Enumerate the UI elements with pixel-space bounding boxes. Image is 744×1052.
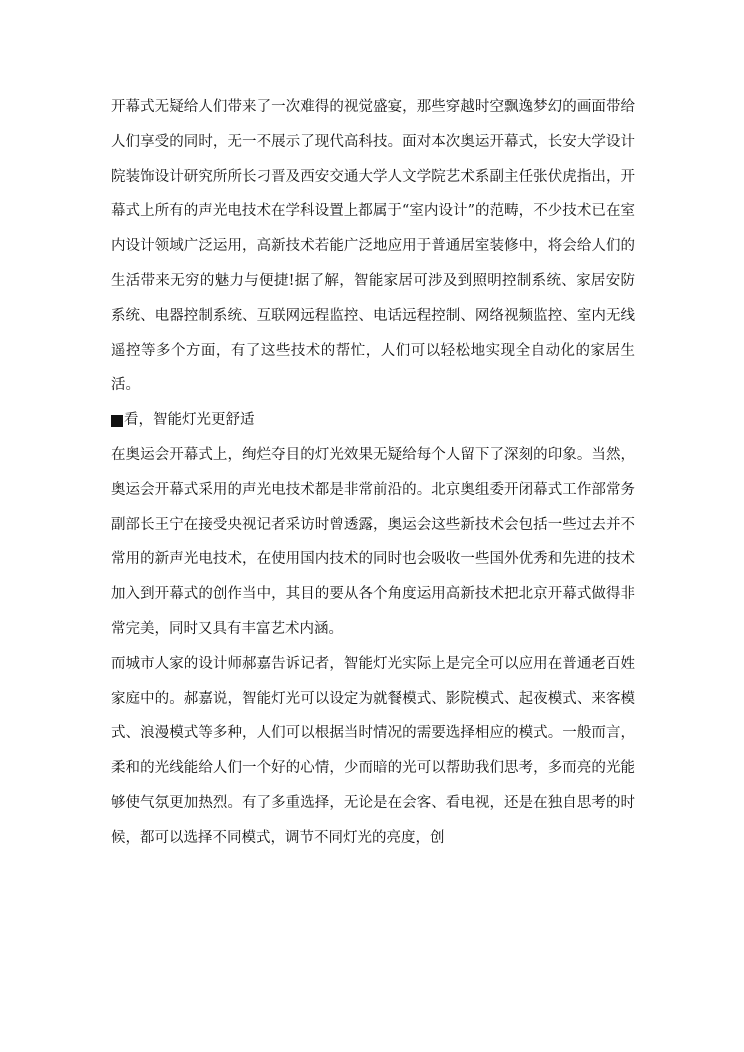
paragraph-opening-ceremony-tech: 开幕式无疑给人们带来了一次难得的视觉盛宴，那些穿越时空飘逸梦幻的画面带给人们享受的同时，无一不展示了现代高科技。面对本次奥运开幕式，长安大学设计院装饰设计研究所所长刁晋及西安交通大学人文学院艺术系副主任张伏虎指出，开幕式上所有的声光电技术在学科设置上都属于“室内设计”的范畴，不少技术已在室内设计领域广泛运用，高新技术若能广泛地应用于普通居室装修中，将会给人们的生活带来无穷的魅力与便捷!据了解，智能家居可涉及到照明控制系统、家居安防系统、电器控制系统、互联网远程监控、电话远程控制、网络视频监控、室内无线遥控等多个方面，有了这些技术的帮忙，人们可以轻松地实现全自动化的家居生活。	[111, 99, 635, 394]
paragraph-lighting-effects: 在奥运会开幕式上，绚烂夺目的灯光效果无疑给每个人留下了深刻的印象。当然，奥运会开幕式采用的声光电技术都是非常前沿的。北京奥组委开闭幕式工作部常务副部长王宁在接受央视记者采访时曾透露，奥运会这些新技术会包括一些过去并不常用的新声光电技术，在使用国内技术的同时也会吸收一些国外优秀和先进的技术加入到开幕式的创作当中，其目的要从各个角度运用高新技术把北京开幕式做得非常完美，同时又具有丰富艺术内涵。	[111, 446, 635, 637]
black-square-icon	[111, 415, 123, 427]
document-body	[111, 90, 635, 856]
section-heading	[111, 403, 635, 438]
section-heading-text: 看，智能灯光更舒适	[124, 412, 255, 429]
paragraph-smart-lighting-home: 而城市人家的设计师郝嘉告诉记者，智能灯光实际上是完全可以应用在普通老百姓家庭中的。郝嘉说，智能灯光可以设定为就餐模式、影院模式、起夜模式、来客模式、浪漫模式等多种，人们可以根据当时情况的需要选择相应的模式。一般而言，柔和的光线能给人们一个好的心情，少而暗的光可以帮助我们思考，多而亮的光能够使气氛更加热烈。有了多重选择，无论是在会客、看电视，还是在独自思考的时候，都可以选择不同模式，调节不同灯光的亮度，创	[111, 655, 635, 846]
